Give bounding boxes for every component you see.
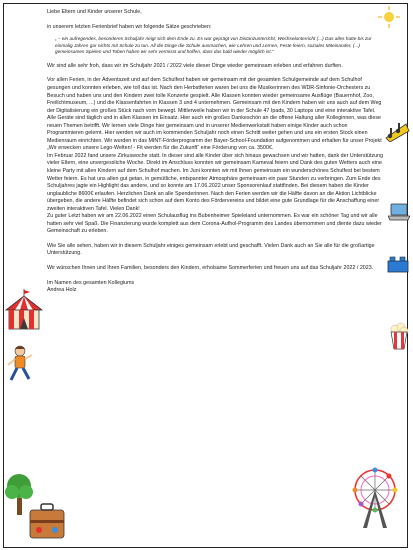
circus-tent-icon <box>4 288 44 332</box>
paragraph-circus: Im Februar 2022 fand unsere Zirkuswoche statt. In dieser sind alle Kinder über sich hinaus gewachsen und wir hatten, dank der Unterstützung vieler Eltern, eine unvergessliche Woche. Direkt im Anschluss konnten wir gemeinsam Karneval feiern und Dank des guten Wetters auch eine kleine Party mit allen Kindern auf dem Schulhof machen. Im Juni konnten wir mit Ihnen gemeinsam ein wunderschönes Schulfest bei bestem Wetter feiern. Es hat uns allen gut getan, in gemütliche, entspannter Atmosphäre gemeinsam ein paar Stunden zu verbringen. Zum Ende des Schuljahres jagte ein Highlight das andere, und so konnte am 17.06.2022 unser Sponsorenlauf stattfinden. Bei diesem haben die Kinder unglaubliche 8600€ erlaufen. Herzlichen Dank an alle Spenderinnen. Nach den Ferien werden wir die Hälfte davon an die Aktion Lichtblicke übergeben, die andere Hälfte befindet sich schon auf dem Konto des Fördervereins und bildet eine gute Grundlage für die Anschaffung einer zweiten interaktiven Tafel. Vielen Dank! <box>47 152 384 212</box>
laptop-icon <box>388 203 410 221</box>
popcorn-icon <box>388 322 410 350</box>
music-icon <box>384 118 410 142</box>
sun-icon <box>378 6 400 28</box>
greeting: Liebe Eltern und Kinder unserer Schule, <box>47 9 142 15</box>
closing-line: Im Namen des gesamten Kollegiums <box>47 279 135 286</box>
paragraph-activities: Vor allen Ferien, in der Adventszeit und auf dem Schulfest haben wir gemeinsam mit der gesamten Schulgemeinde auf dem Schulhof gesungen und konnten erleben, wie toll das ist. Nach den Herbstferien waren bei uns die Musikerinnen des WDR-Sinfonie-Orchesters zu Besuch und haben uns und den Kindern zwei tolle Konzerte gespielt. Alle Klassen konnten wieder gemeinsame Ausflüge (Bauernhof, Zoo, Freilichtmuseum, ...) und die Klassenfahrten in Klassen 3 und 4 unternehmen. Gemeinsam mit den Kindern haben wir uns auch auf dem Weg der Digitalisierung ein großes Stück nach vorn bewegt. Mittlerweile haben wir in der Schule 47 Ipads, 30 Laptops und eine interaktive Tafel. Alle Geräte sind täglich und in allen Klassen im Einsatz. Hier auch ein großes Dankeschön an die offene Haltung aller Kolleginnen, was diese neuen Themen betrifft. Wir lernen viele Dinge hier gemeinsam und in unserer Medienwerkstatt haben einige Kinder auch schon Programmieren gelernt. Hier werden wir auch im kommenden Schuljahr noch einen Schritt weiter gehen und uns ein ersten Stock einen Medienraum einrichten. Wir wurden in das MINT-Förderprogramm der Bayer-School-Foundation aufgenommen und erhalten für unser Projekt „Wir erwecken unsere Lego-Welten! - Fit werden für die Zukunft“ eine Förderung von ca. 3500€. <box>47 77 382 152</box>
ferris-wheel-icon <box>351 466 399 530</box>
letter-body <box>47 9 385 295</box>
paragraph-excursion: Zu guter Letzt haben wir am 22.06.2022 einen Schulausflug ins Bubenheimer Spieleland unternommen. Es war ein schöner Tag und wir alle hatten sehr viel Spaß. Die Finanzierung wurde komplett aus dem Corona-Aufhol-Programm des Landes übernommen und diente dazu wieder Gemeinschaft zu erleben. <box>47 213 382 235</box>
quote-block: „ – ein aufregendes, besonderes Schuljahr neigt sich dem Ende zu. Es war geprägt von Distanzunterricht, Wechselunterricht (...) Das alles hatte bis zur einmalig Jahren gar nichts mit Schule zu tun. All die Dinge die Schule ausmachen, wie Lehren und Lernen, Feste feiern, soziales Miteinander, (...) gemeinsames Spielen und Toben haben wir sehr vermisst und hoffen, dass das bald wieder möglich ist.“ <box>55 36 372 55</box>
suitcase-icon <box>27 500 67 542</box>
paragraph-wishes: Wir wünschen Ihnen und Ihren Familien, besonders den Kindern, erholsame Sommerferien und freuen uns auf das Schuljahr 2022 / 2023. <box>47 265 374 271</box>
signature: Andrea Holz <box>47 287 77 294</box>
lego-icon <box>387 255 409 273</box>
paragraph-school-year: Wir sind alle sehr froh, dass wir im Schuljahr 2021 / 2022 viele dieser Dinge wieder gemeinsam erleben und erfahren durften. <box>47 62 343 69</box>
intro-paragraph: in unserem letzten Ferienbrief haben wir folgende Sätze geschrieben: <box>47 23 212 30</box>
runner-icon <box>5 345 35 385</box>
paragraph-thanks: Wie Sie alle sehen, haben wir in diesem Schuljahr einiges gemeinsam erlebt und geschafft. Vielen Dank auch an Sie alle für die großartige Unterstützung. <box>47 242 375 257</box>
